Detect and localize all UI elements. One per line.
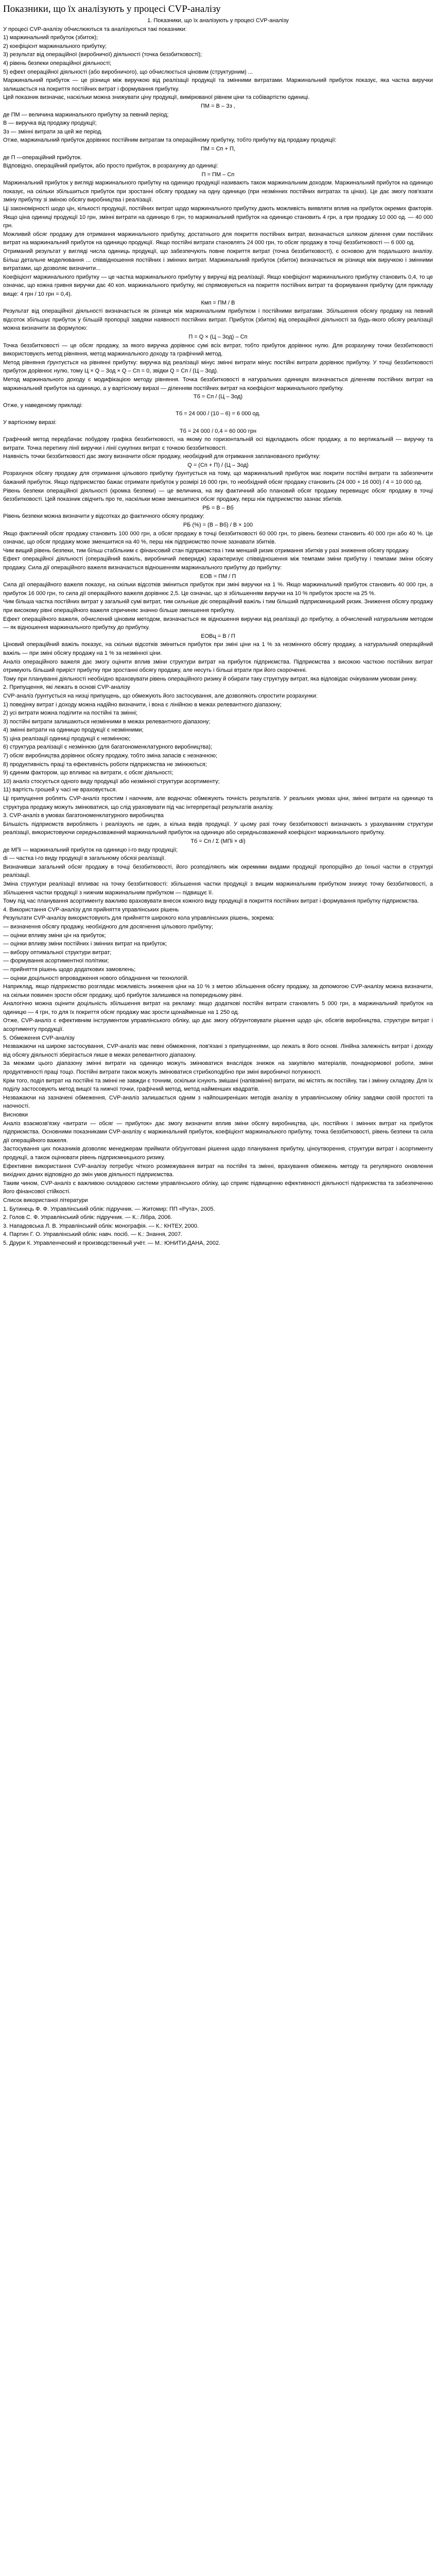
formula-line: ЕОВц = В / П xyxy=(201,633,235,639)
paragraph: Метод маржинального доходу є модифікацією методу рівняння. Точка беззбитковості в натуральних одиницях визначається діленням постійних витрат на маржинальний прибуток на одиницю, а у вартісному виразі — діленням постійних витрат на коефіцієнт маржинального прибутку. xyxy=(3,376,433,392)
paragraph: В — виручка від продажу продукції; xyxy=(3,120,97,127)
paragraph: Отже, CVP-аналіз є ефективним інструментом управлінського обліку, що дає змогу обґрунтовувати рішення щодо цін, обсягів виробництва, структури витрат і асортименту продукції. xyxy=(3,1018,433,1033)
paragraph: Більшість підприємств виробляють і реалізують не один, а кілька видів продукції. У цьому разі точку беззбитковості визначають з урахуванням структури реалізації, використовуючи середньозважений маржинальний прибуток на одиницю або середньозважений коефіцієнт маржинального прибутку. xyxy=(3,821,433,836)
formula-line: П = Q × (Ц – Зод) – Сп xyxy=(188,333,248,340)
formula-line: Тб = Сп / (Ц – Зод) xyxy=(193,394,243,400)
paragraph: Ефективне використання CVP-аналізу потребує чіткого розмежування витрат на постійні та змінні, врахування обмежень методу та регулярного оновлення вихідних даних відповідно до змін умов діяльності підприємства. xyxy=(3,1163,433,1178)
paragraph: Графічний метод передбачає побудову графіка беззбитковості, на якому по горизонтальній осі відкладають обсяг продажу, а по вертикальній — виручку та витрати. Точка перетину лінії виручки і лінії сукупних витрат є точкою беззбитковості. xyxy=(3,436,433,451)
paragraph: де МПі — маржинальний прибуток на одиницю і-го виду продукції; xyxy=(3,846,178,853)
paragraph: — оцінки впливу зміни постійних і змінних витрат на прибуток; xyxy=(3,941,167,947)
paragraph: 8) продуктивність праці та ефективність роботи підприємства не змінюються; xyxy=(3,761,207,768)
paragraph: 1) маржинальний прибуток (збиток); xyxy=(3,35,98,41)
formula-line: ПМ = Сп + П, xyxy=(200,145,235,152)
paragraph: Незважаючи на зазначені обмеження, CVP-аналіз залишається одним з найпоширеніших методів аналізу в управлінському обліку завдяки своїй простоті та наочності. xyxy=(3,1094,433,1110)
paragraph: Відповідно, операційний прибуток, або просто прибуток, в розрахунку до одиниці: xyxy=(3,163,218,170)
page-title: Показники, що їх аналізують у процесі CVP-аналізу xyxy=(3,4,221,14)
paragraph: Розрахунок обсягу продажу для отримання цільового прибутку ґрунтується на тому, що маржинальний прибуток має покрити постійні витрати та забезпечити бажаний прибуток. Якщо підприємство бажає отримати прибуток у розмірі 16 000 грн, то необхідний обсяг продажу становить (24 000 + 16 000) / 4 = 10 000 од. xyxy=(3,470,433,486)
paragraph: Отриманий результат у вигляді числа одиниць продукції, що забезпечують повне покриття витрат (точка беззбитковості), є основою для подальшого аналізу. Більш детальне моделювання ... співвідношення постійних і змінних витрат. Маржинальний прибуток (збиток) визначається як різниця між виручкою і змінними витратами, що дозволяє визначити... xyxy=(3,248,433,272)
paragraph: 3. CVP-аналіз в умовах багатономенклатурного виробництва xyxy=(3,812,164,819)
paragraph: У вартісному виразі: xyxy=(3,419,57,426)
paragraph: 5) ціна реалізації одиниці продукції є незмінною; xyxy=(3,735,131,742)
formula-line: Q = (Сп + П) / (Ц – Зод) xyxy=(187,462,249,468)
paragraph: di — частка і-го виду продукції в загальному обсязі реалізації. xyxy=(3,855,166,862)
paragraph: Тому під час планування асортименту важливо враховувати внесок кожного виду продукції в покриття постійних витрат і формування прибутку підприємства. xyxy=(3,898,419,905)
paragraph: Ціновий операційний важіль показує, на скільки відсотків зміниться прибуток при зміні ціни на 1 % за незмінного обсягу продажу, а натуральний операційний важіль — при зміні обсягу продажу на 1 % за незмінної ціни. xyxy=(3,641,433,656)
paragraph: Крім того, поділ витрат на постійні та змінні не завжди є точним, оскільки існують змішані (напівзмінні) витрати, які містять як постійну, так і змінну складову. Для їх поділу застосовують метод вищої та нижчої точки, графічний метод, метод найменших квадратів. xyxy=(3,1077,433,1093)
paragraph: 3) постійні витрати залишаються незмінними в межах релевантного діапазону; xyxy=(3,718,211,725)
paragraph: CVP-аналіз ґрунтується на низці припущень, що обмежують його застосування, але дозволяють спростити розрахунки: xyxy=(3,692,318,699)
paragraph: 7) обсяг виробництва дорівнює обсягу продажу, тобто зміна запасів є незначною; xyxy=(3,753,218,759)
paragraph: Наприклад, якщо підприємство розглядає можливість зниження ціни на 10 % з метою збільшення обсягу продажу, за допомогою CVP-аналізу можна визначити, на скільки повинен зрости обсяг продажу, щоб прибуток залишився на попередньому рівні. xyxy=(3,984,433,998)
formula-line: Кмп = ПМ / В xyxy=(201,299,235,306)
paragraph: Список використаної літератури xyxy=(3,1197,88,1204)
paragraph: — формування асортиментної політики; xyxy=(3,958,109,964)
paragraph: — оцінки впливу зміни цін на прибуток; xyxy=(3,932,106,939)
paragraph: де ПМ — величина маржинального прибутку за певний період; xyxy=(3,111,169,118)
paragraph: 6) структура реалізації є незмінною (для багатономенклатурного виробництва); xyxy=(3,744,213,751)
paragraph: 4. Партин Г. О. Управлінський облік: навч. посіб. — К.: Знання, 2007. xyxy=(3,1231,183,1238)
paragraph: Ефект операційної діяльності (операційний важіль, виробничий леверидж) характеризує співвідношення між темпами зміни прибутку і темпами зміни обсягу продажу. Сила дії операційного важеля визначається відношенням маржинального прибутку до прибутку: xyxy=(3,556,433,571)
paragraph: 11) вартість грошей у часі не враховується. xyxy=(3,787,117,793)
paragraph: 5. Обмеження CVP-аналізу xyxy=(3,1035,75,1041)
paragraph: — прийняття рішень щодо додаткових замовлень; xyxy=(3,966,136,973)
paragraph: Ефект операційного важеля, обчислений ціновим методом, визначається як відношення виручки від реалізації до прибутку, а обчислений натуральним методом — як відношення маржинального прибутку до прибутку. xyxy=(3,616,433,631)
paragraph: Результати CVP-аналізу використовують для прийняття широкого кола управлінських рішень, зокрема: xyxy=(3,915,275,922)
paragraph: 3. Нападовська Л. В. Управлінський облік: монографія. — К.: КНТЕУ, 2000. xyxy=(3,1223,199,1229)
paragraph: Тому при плануванні діяльності необхідно враховувати рівень операційного ризику й обирати таку структуру витрат, яка відповідає очікуваним умовам ринку. xyxy=(3,675,417,682)
paragraph: Маржинальний прибуток — це різниця між виручкою від реалізації продукції та змінними витратами. Маржинальний прибуток показує, яка частка виручки залишається на покриття постійних витрат і формування прибутку. xyxy=(3,77,433,92)
paragraph: 3) результат від операційної (виробничої) діяльності (точка беззбитковості); xyxy=(3,52,202,58)
paragraph: Визначивши загальний обсяг продажу в точці беззбитковості, його розподіляють між окремими видами продукції пропорційно до їхньої частки в структурі реалізації. xyxy=(3,863,433,879)
paragraph: Маржинальний прибуток у вигляді маржинального прибутку на одиницю продукції називають також маржинальним доходом. Маржинальний прибуток на одиницю показує, на скільки збільшиться прибуток при зростанні обсягу продажу на одну одиницю (при незмінних постійних витратах та цінах). Це дає змогу пов'язати зміну прибутку зі зміною обсягу виробництва і реалізації. xyxy=(3,180,433,204)
formula-line: ЕОВ = ПМ / П xyxy=(200,573,236,580)
formula-line: РБ (%) = (В – Вб) / В × 100 xyxy=(183,522,253,529)
paragraph: Висновки xyxy=(3,1112,28,1118)
paragraph: Точка беззбитковості — це обсяг продажу, за якого виручка дорівнює сумі всіх витрат, тобто прибуток дорівнює нулю. Для розрахунку точки беззбитковості використовують метод рівняння, метод маржинального доходу та графічний метод. xyxy=(3,342,433,358)
paragraph: Аналіз взаємозв'язку «витрати — обсяг — прибуток» дає змогу визначити вплив зміни обсягу виробництва, цін, постійних і змінних витрат на прибуток підприємства. Основними показниками CVP-аналізу є маржинальний прибуток, коефіцієнт маржинального прибутку, точка беззбитковості, рівень безпеки та сила дії операційного важеля. xyxy=(3,1120,433,1144)
paragraph: Незважаючи на широке застосування, CVP-аналіз має певні обмеження, пов'язані з припущеннями, що лежать в його основі. Лінійна залежність витрат і доходу від обсягу діяльності зберігається лише в межах релевантного діапазону. xyxy=(3,1043,433,1058)
paragraph: Цей показник визначає, наскільки можна знижувати ціну продукції, вимірюваної рівнем ціни та собівартістю одиниці. xyxy=(3,94,310,101)
paragraph: 10) аналіз стосується одного виду продукції або незмінної структури асортименту; xyxy=(3,778,220,785)
paragraph: Зміна структури реалізації впливає на точку беззбитковості: збільшення частки продукції з вищим маржинальним прибутком знижує точку беззбитковості, а збільшення частки продукції з нижчим маржинальним прибутком — підвищує її. xyxy=(3,880,433,896)
paragraph: 4. Використання CVP-аналізу для прийняття управлінських рішень xyxy=(3,906,179,913)
formula-line: П = ПМ – Сп xyxy=(201,171,235,178)
formula-line: Тб = Сп / Σ (МПі × di) xyxy=(190,838,246,844)
paragraph: У процесі CVP-аналізу обчислюються та аналізуються такі показники: xyxy=(3,26,187,32)
paragraph: 1. Бутинець Ф. Ф. Управлінський облік: підручник. — Житомир: ПП «Рута», 2005. xyxy=(3,1206,215,1212)
paragraph: Метод рівняння ґрунтується на рівнянні прибутку: виручка від реалізації мінус змінні витрати мінус постійні витрати дорівнює прибутку. У точці беззбитковості прибуток дорівнює нулю, тому Ц × Q – Зод × Q – Сп = 0, звідки Q = Сп / (Ц – Зод). xyxy=(3,359,433,375)
paragraph: Зз — змінні витрати за цей же період. xyxy=(3,128,102,135)
paragraph: Ці закономірності шодо цін, кількості продукції, постійних витрат щодо маржинального прибутку дають можливість виявляти вплив на прибуток окремих факторів. Якщо ціна одиниці продукції 10 грн, змінні витрати на одиницю 6 грн, то маржинальний прибуток на одиницю становить 4 грн, а при продажу 10 000 од. — 40 000 грн. xyxy=(3,206,433,229)
formula-line: Тб = 24 000 / (10 – 6) = 6 000 од. xyxy=(176,411,260,417)
paragraph: — вибору оптимальної структури витрат; xyxy=(3,949,112,956)
formula-line: ПМ = В – Зз , xyxy=(201,103,235,109)
paragraph: 4) рівень безпеки операційної діяльності; xyxy=(3,60,112,66)
paragraph: Коефіцієнт маржинального прибутку — це частка маржинального прибутку у виручці від реалізації. Якщо коефіцієнт маржинального прибутку становить 0,4, то це означає, що кожна гривня виручки дає 40 коп. маржинального прибутку, які спрямовуються на покриття постійних витрат та формування прибутку (для прикладу вище: 4 грн / 10 грн = 0,4). xyxy=(3,274,433,297)
paragraph: За межами цього діапазону змінні витрати на одиницю можуть змінюватися внаслідок знижок на закупівлю матеріалів, понаднормової роботи, зміни продуктивності праці тощо. Постійні витрати також можуть змінюватися стрибкоподібно при зміні виробничої потужності. xyxy=(3,1060,433,1076)
paragraph: 4) змінні витрати на одиницю продукції є незмінними; xyxy=(3,727,144,734)
paragraph: Аналіз операційного важеля дає змогу оцінити вплив зміни структури витрат на прибуток підприємства. Підприємства з високою часткою постійних витрат отримують більший приріст прибутку при зростанні обсягу продажу, але несуть і більші втрати при його скороченні. xyxy=(3,658,433,674)
formula-line: РБ = В – Вб xyxy=(202,504,234,511)
paragraph: Таким чином, CVP-аналіз є важливою складовою системи управлінського обліку, що сприяє підвищенню ефективності діяльності підприємства та забезпеченню його фінансової стійкості. xyxy=(3,1180,433,1195)
paragraph: Результат від операційної діяльності визначається як різниця між маржинальним прибутком і постійними витратами. Збільшення обсягу продажу на певний відсоток збільшує прибуток у більшій пропорції завдяки наявності постійних витрат. Прибуток (збиток) від операційної діяльності за будь-якого обсягу реалізації можна визначити за формулою: xyxy=(3,308,433,332)
formula-line: Тб = 24 000 / 0,4 = 60 000 грн xyxy=(179,428,257,434)
paragraph: Застосування цих показників дозволяє менеджерам приймати обґрунтовані рішення щодо планування прибутку, ціноутворення, структури витрат і асортименту продукції, а також оцінювати рівень підприємницького ризику. xyxy=(3,1146,433,1161)
paragraph: Можливий обсяг продажу для отримання маржинального прибутку, достатнього для покриття постійних витрат, визначається шляхом ділення суми постійних витрат на маржинальний прибуток на одиницю продукції. Якщо постійні витрати становлять 24 000 грн, то обсяг продажу в точці беззбитковості — 6 000 од. xyxy=(3,231,433,246)
paragraph: Рівень безпеки можна визначити у відсотках до фактичного обсягу продажу: xyxy=(3,513,205,520)
paragraph: Наявність точки беззбитковості дає змогу визначити обсяг продажу, необхідний для отримання запланованого прибутку: xyxy=(3,453,321,460)
paragraph: Отже, у наведеному прикладі: xyxy=(3,402,83,409)
paragraph: Отже, маржинальний прибуток дорівнює постійним витратам та операційному прибутку, тобто прибутку від продажу продукції: xyxy=(3,137,337,144)
paragraph: Чим вищий рівень безпеки, тим більш стабільним є фінансовий стан підприємства і тим менший ризик отримання збитків у разі зниження обсягу продажу. xyxy=(3,547,410,554)
section-heading: 1. Показники, що їх аналізують у процесі CVP-аналізу xyxy=(147,18,289,24)
paragraph: Чим більша частка постійних витрат у загальній сумі витрат, тим сильніше діє операційний важіль і тим більший підприємницький ризик. Зниження обсягу продажу при високому рівні операційного важеля спричиняє значно більше зменшення прибутку. xyxy=(3,599,433,614)
paragraph: де П —операційний прибуток. xyxy=(3,154,82,161)
paragraph: 2) коефіцієнт маржинального прибутку; xyxy=(3,43,107,49)
paragraph: 9) єдиним фактором, що впливає на витрати, є обсяг діяльності; xyxy=(3,770,173,776)
paragraph: 2. Припущення, які лежать в основі CVP-аналізу xyxy=(3,684,130,691)
paragraph: Аналогічно можна оцінити доцільність збільшення витрат на рекламу: якщо додаткові постійні витрати становлять 5 000 грн, а маржинальний прибуток на одиницю — 4 грн, то для їх покриття обсяг продажу має зрости щонайменше на 1 250 од. xyxy=(3,1001,433,1015)
paragraph: Сила дії операційного важеля показує, на скільки відсотків зміниться прибуток при зміні виручки на 1 %. Якщо маржинальний прибуток становить 40 000 грн, а прибуток 16 000 грн, то сила дії операційного важеля дорівнює 2,5. Це означає, що зі збільшенням виручки на 10 % прибуток зросте на 25 %. xyxy=(3,582,433,597)
paragraph: 1) поведінку витрат і доходу можна надійно визначити, і вона є лінійною в межах релевантного діапазону; xyxy=(3,701,282,708)
paragraph: — визначення обсягу продажу, необхідного для досягнення цільового прибутку; xyxy=(3,923,213,930)
paragraph: 5) ефект операційної діяльності (або виробничого), що обчислюється ціновим (структурним) ... xyxy=(3,69,253,75)
document-body xyxy=(3,16,433,1248)
paragraph: — оцінки доцільності впровадження нового обладнання чи технологій. xyxy=(3,975,189,981)
paragraph: 2) усі витрати можна поділити на постійні та змінні; xyxy=(3,710,137,717)
paragraph: Ці припущення роблять CVP-аналіз простим і наочним, але водночас обмежують точність результатів. У реальних умовах ціни, змінні витрати на одиницю та структура продажу можуть змінюватися, що слід ураховувати під час інтерпретації результатів аналізу. xyxy=(3,795,433,810)
paragraph: Якщо фактичний обсяг продажу становить 100 000 грн, а обсяг продажу в точці беззбитковості 60 000 грн, то рівень безпеки становить 40 000 грн або 40 %. Це означає, що обсяг продажу може зменшитися на 40 %, перш ніж підприємство почне зазнавати збитків. xyxy=(3,530,433,546)
paragraph: 2. Голов С. Ф. Управлінський облік: підручник. — К.: Лібра, 2006. xyxy=(3,1214,172,1221)
paragraph: Рівень безпеки операційної діяльності (кромка безпеки) — це величина, на яку фактичний або плановий обсяг продажу перевищує обсяг продажу в точці беззбитковості. Цей показник свідчить про те, наскільки може зменшитися обсяг продажу, перш ніж підприємство зазнає збитків. xyxy=(3,487,433,503)
paragraph: 5. Друри К. Управленческий и производственный учёт. — М.: ЮНИТИ-ДАНА, 2002. xyxy=(3,1240,221,1246)
